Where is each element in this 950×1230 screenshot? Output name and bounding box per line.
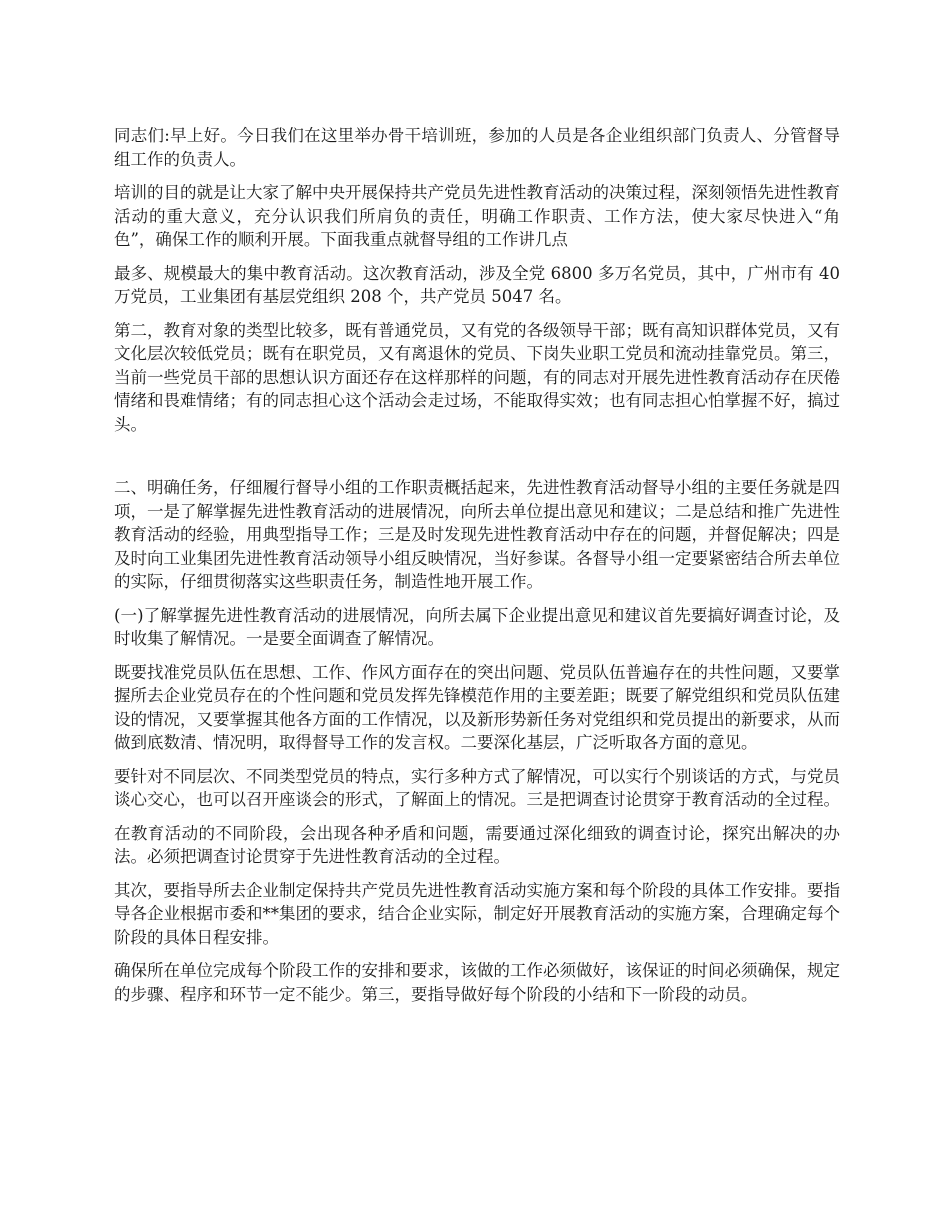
paragraph-stages: 在教育活动的不同阶段，会出现各种矛盾和问题，需要通过深化细致的调查讨论，探究出解决的办法。必须把调查讨论贯穿于先进性教育活动的全过程。 xyxy=(114,823,840,866)
paragraph-training-purpose: 培训的目的就是让大家了解中央开展保持共产党员先进性教育活动的决策过程，深刻领悟先进性教育活动的重大意义，充分认识我们所肩负的责任，明确工作职责、工作方法，使大家尽快进入“角色”，确保工作的顺利开展。下面我重点就督导组的工作讲几点 xyxy=(114,183,840,249)
paragraph-greeting: 同志们:早上好。今日我们在这里举办骨干培训班，参加的人员是各企业组织部门负责人、分管督导组工作的负责人。 xyxy=(114,126,840,169)
paragraph-implementation-plan: 其次，要指导所去企业制定保持共产党员先进性教育活动实施方案和每个阶段的具体工作安排。要指导各企业根据市委和**集团的要求，结合企业实际，制定好开展教育活动的实施方案，合理确定每个阶段的具体日程安排。 xyxy=(114,880,840,947)
paragraph-education-targets: 第二，教育对象的类型比较多，既有普通党员，又有党的各级领导干部；既有高知识群体党员，又有文化层次较低党员；既有在职党员，又有离退休的党员、下岗失业职工党员和流动挂靠党员。第三，当前一些党员干部的思想认识方面还存在这样那样的问题，有的同志对开展先进性教育活动存在厌倦情绪和畏难情绪；有的同志担心这个活动会走过场，不能取得实效；也有同志担心怕掌握不好，搞过头。 xyxy=(114,320,840,434)
paragraph-subsection-one: (一)了解掌握先进性教育活动的进展情况，向所去属下企业提出意见和建议首先要搞好调查讨论，及时收集了解情况。一是要全面调查了解情况。 xyxy=(114,605,840,648)
paragraph-section-two: 二、明确任务，仔细履行督导小组的工作职责概括起来，先进性教育活动督导小组的主要任务就是四项，一是了解掌握先进性教育活动的进展情况，向所去单位提出意见和建议；二是总结和推广先进性教育活动的经验，用典型指导工作；三是及时发现先进性教育活动中存在的问题，并督促解决；四是及时向工业集团先进性教育活动领导小组反映情况，当好参谋。各督导小组一定要紧密结合所去单位的实际，仔细贯彻落实这些职责任务，制造性地开展工作。 xyxy=(114,478,840,591)
section-gap xyxy=(114,446,840,476)
paragraph-scale: 最多、规模最大的集中教育活动。这次教育活动，涉及全党 6800 多万名党员，其中，广州市有 40 万党员，工业集团有基层党组织 208 个，共产党员 5047 名。 xyxy=(114,263,840,306)
document-body xyxy=(114,124,840,1016)
paragraph-methods: 要针对不同层次、不同类型党员的特点，实行多种方式了解情况，可以实行个别谈话的方式，与党员谈心交心，也可以召开座谈会的形式，了解面上的情况。三是把调查讨论贯穿于教育活动的全过程。 xyxy=(114,766,840,809)
paragraph-ensure-completion: 确保所在单位完成每个阶段工作的安排和要求，该做的工作必须做好，该保证的时间必须确保，规定的步骤、程序和环节一定不能少。第三，要指导做好每个阶段的小结和下一阶段的动员。 xyxy=(114,961,840,1004)
paragraph-investigation: 既要找准党员队伍在思想、工作、作风方面存在的突出问题、党员队伍普遍存在的共性问题，又要掌握所去企业党员存在的个性问题和党员发挥先锋模范作用的主要差距；既要了解党组织和党员队伍建设的情况，又要掌握其他各方面的工作情况，以及新形势新任务对党组织和党员提出的新要求，从而做到底数清、情况明，取得督导工作的发言权。二要深化基层，广泛听取各方面的意见。 xyxy=(114,662,840,752)
